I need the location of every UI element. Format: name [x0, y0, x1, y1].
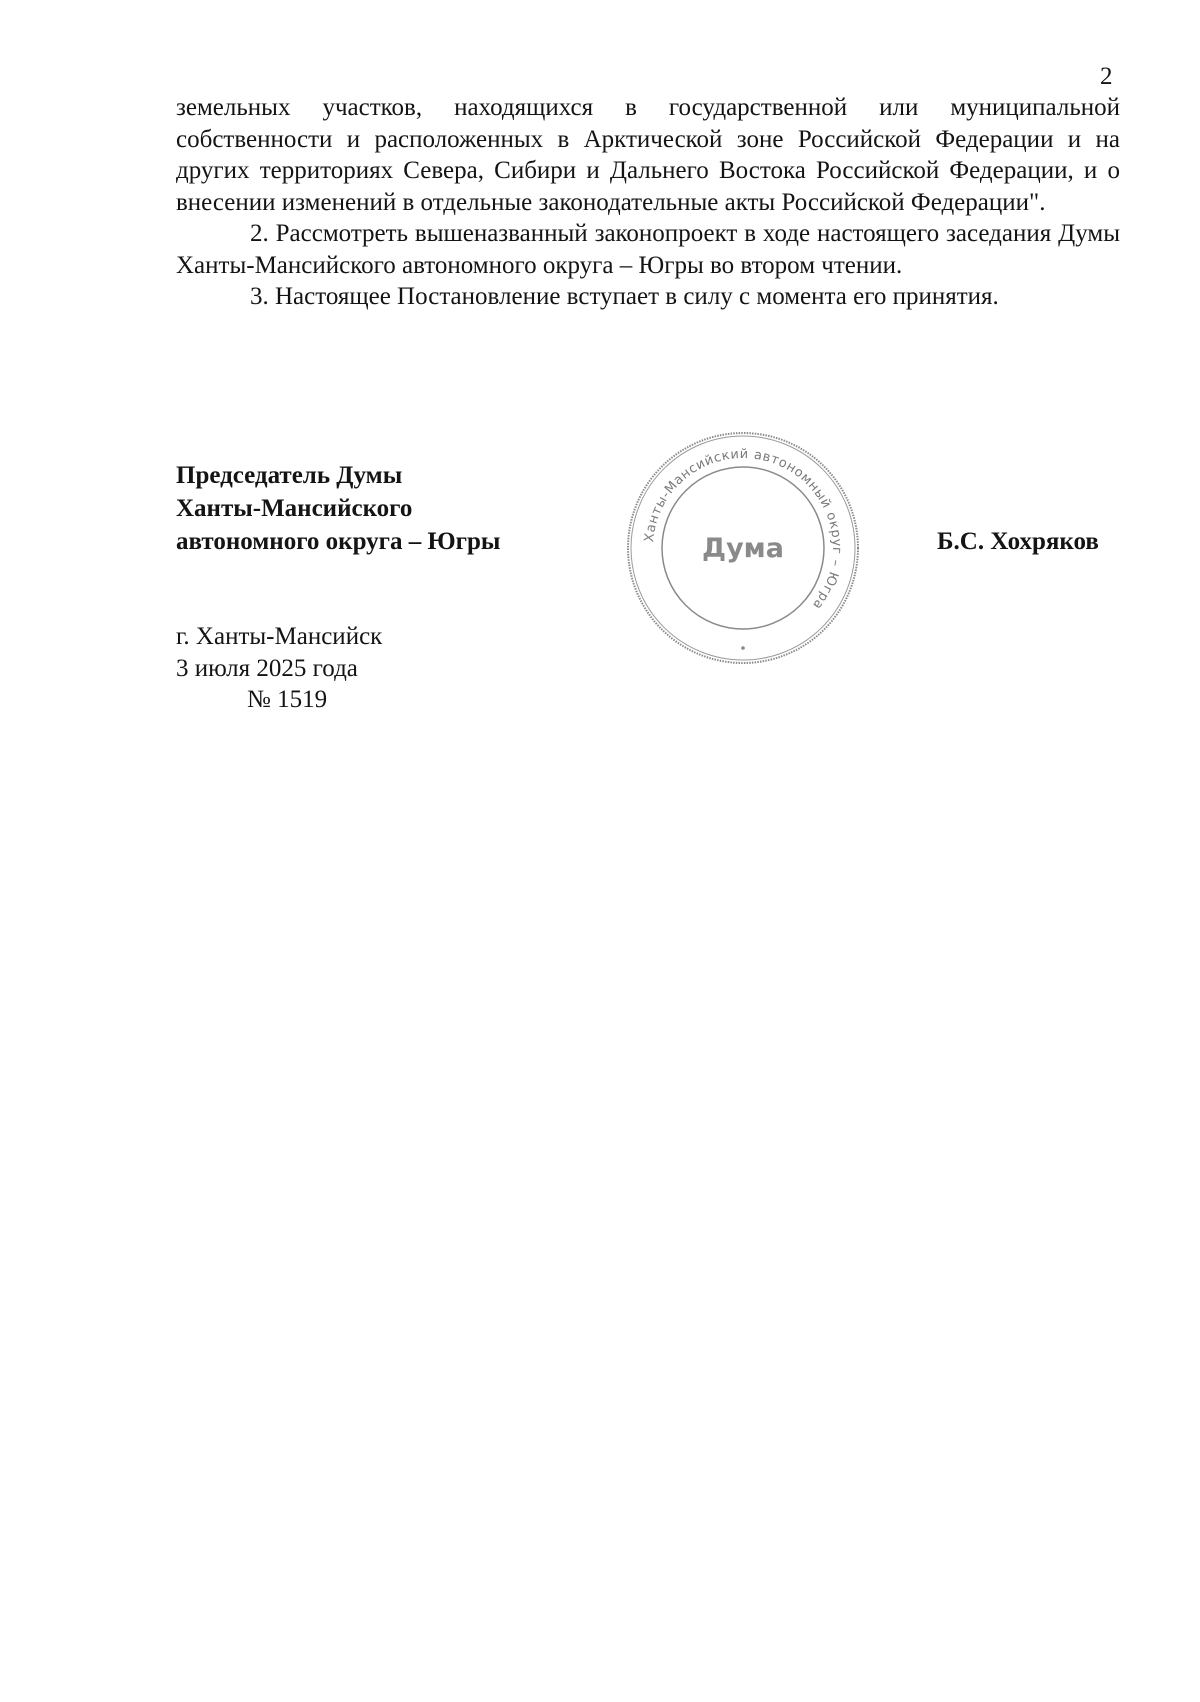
signatory-title-line-1: Председатель Думы — [176, 462, 403, 489]
page-number: 2 — [1100, 63, 1113, 90]
signatory-title — [176, 459, 500, 558]
official-seal — [621, 426, 865, 670]
place-of-signing: г. Ханты-Мансийск — [176, 623, 383, 650]
signatory-title-line-2: Ханты-Мансийского — [176, 495, 413, 522]
seal-dot-mark — [741, 646, 745, 650]
document-number: № 1519 — [247, 686, 328, 713]
document-requisites — [176, 621, 382, 716]
paragraph-2: 2. Рассмотреть вышеназванный законопроект в ходе настоящего заседания Думы Ханты-Мансийского автономного округа – Югры во втором чтении. — [176, 220, 1120, 279]
paragraph-3: 3. Настоящее Постановление вступает в силу с момента его принятия. — [250, 283, 999, 310]
signing-date: 3 июля 2025 года — [176, 654, 358, 682]
seal-stamp-graphic — [621, 426, 865, 670]
signatory-title-line-3: автономного округа – Югры — [176, 528, 501, 555]
seal-ring-text: Ханты-Мансийский автономный округ – Югра — [642, 446, 845, 613]
paragraph-1: земельных участков, находящихся в государственной или муниципальной собственности и расположенных в Арктической зоне Российской Федерации и на других территориях Севера, Сибири и Дальнего Востока Российской Федерации, и о внесении изменений в отдельные законодательные акты Российской Федерации". — [176, 94, 1120, 216]
resolution-body — [176, 92, 1120, 313]
signer-name: Б.С. Хохряков — [937, 528, 1099, 555]
seal-center-text: Дума — [702, 533, 784, 564]
